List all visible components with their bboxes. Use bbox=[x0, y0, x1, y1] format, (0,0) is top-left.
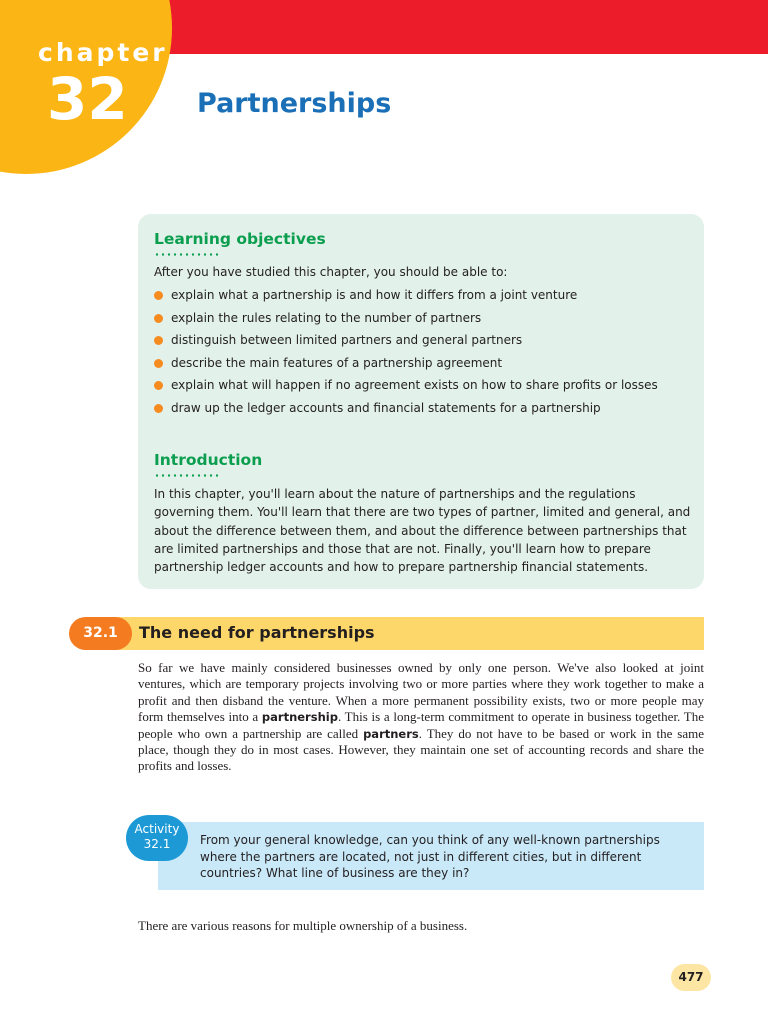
section-number-badge: 32.1 bbox=[69, 617, 132, 650]
activity-badge bbox=[126, 815, 188, 861]
list-item-text: distinguish between limited partners and general partners bbox=[171, 333, 523, 348]
heading-dotted-rule bbox=[154, 474, 220, 477]
activity-text: From your general knowledge, can you think of any well-known partnerships where the partners are located, not just in different cities, but in different countries? What line of business are they in? bbox=[200, 833, 660, 880]
paragraph-text: So far we have mainly considered businesses owned by only one person. We've also looked at joint ventures, which are temporary projects involving two or more parties where they work together to make a profit and then disband the venture. When a more permanent possibility exists, two or more people may form themselves into a bbox=[138, 660, 704, 725]
list-item bbox=[154, 332, 658, 355]
closing-paragraph: There are various reasons for multiple ownership of a business. bbox=[138, 918, 468, 933]
page-title: Partnerships bbox=[197, 88, 392, 119]
paragraph-text: . This is a long-term commitment to operate in business together. The people who own a partnership are called bbox=[138, 709, 704, 741]
bullet-icon bbox=[154, 359, 163, 368]
list-item-text: explain the rules relating to the number of partners bbox=[171, 310, 482, 325]
bullet-icon bbox=[154, 336, 163, 345]
bullet-icon bbox=[154, 314, 163, 323]
introduction-text: In this chapter, you'll learn about the nature of partnerships and the regulations governing them. You'll learn that there are two types of partner, limited and general, and about the difference between them, and about the difference between partnerships that are limited partnerships and those that are not. Finally, you'll learn how to prepare partnership ledger accounts and how to prepare partnership financial statements. bbox=[154, 487, 691, 575]
activity-label: Activity bbox=[134, 822, 180, 836]
key-term: partners bbox=[363, 726, 419, 741]
list-item-text: explain what will happen if no agreement exists on how to share profits or losses bbox=[171, 378, 658, 393]
learning-objectives-box bbox=[138, 214, 704, 589]
key-term: partnership bbox=[261, 710, 338, 725]
paragraph-text: . They do not have to be based or work in the same place, though they do in most cases. However, they maintain one set of accounting records and share the profits and losses. bbox=[138, 725, 704, 774]
heading-dotted-rule bbox=[154, 253, 220, 256]
introduction-heading: Introduction bbox=[154, 451, 263, 469]
list-item bbox=[154, 310, 658, 333]
section-body-paragraph bbox=[138, 660, 704, 775]
list-item bbox=[154, 400, 658, 423]
learning-objectives-heading: Learning objectives bbox=[154, 230, 326, 248]
list-item-text: describe the main features of a partnership agreement bbox=[171, 355, 503, 370]
chapter-number: 32 bbox=[47, 65, 128, 133]
section-title: The need for partnerships bbox=[139, 623, 375, 642]
list-item bbox=[154, 355, 658, 378]
activity-number: 32.1 bbox=[143, 837, 171, 851]
bullet-icon bbox=[154, 381, 163, 390]
chapter-label: chapter bbox=[38, 38, 168, 67]
list-item-text: draw up the ledger accounts and financial statements for a partnership bbox=[171, 400, 601, 415]
list-item-text: explain what a partnership is and how it differs from a joint venture bbox=[171, 288, 578, 302]
bullet-icon bbox=[154, 291, 163, 300]
list-item bbox=[154, 377, 658, 400]
page-number: 477 bbox=[671, 964, 711, 991]
learning-objectives-list bbox=[154, 287, 658, 423]
learning-objectives-intro: After you have studied this chapter, you should be able to: bbox=[154, 265, 508, 279]
list-item bbox=[154, 287, 658, 310]
bullet-icon bbox=[154, 404, 163, 413]
